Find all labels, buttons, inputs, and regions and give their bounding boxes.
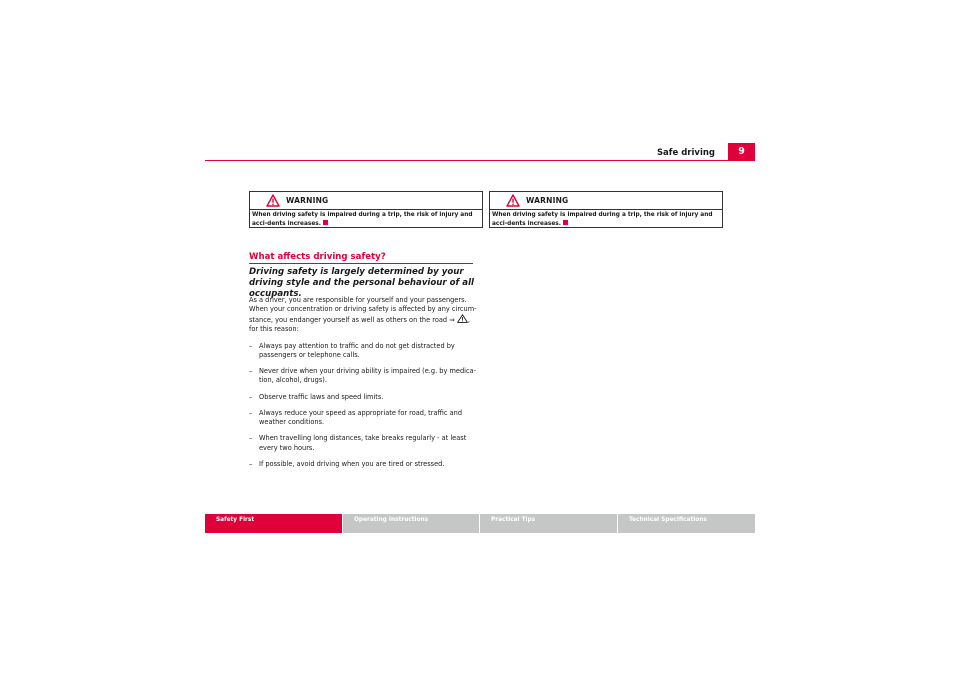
warning-triangle-reference-icon bbox=[457, 314, 468, 323]
warning-label: WARNING bbox=[286, 196, 329, 205]
end-of-section-mark bbox=[563, 220, 568, 225]
footer-tab-practical-tips[interactable]: Practical Tips bbox=[480, 514, 617, 533]
list-item: – Observe traffic laws and speed limits. bbox=[249, 392, 384, 401]
footer-tab-safety-first[interactable]: Safety First bbox=[205, 514, 342, 533]
page-number-badge: 9 bbox=[728, 143, 755, 161]
warning-label: WARNING bbox=[526, 196, 569, 205]
warning-header-bar bbox=[250, 192, 482, 210]
warning-triangle-icon bbox=[266, 194, 280, 207]
body-paragraph: As a driver, you are responsible for yourself and your passengers. When your concentration or driving safety is affected by any circum-stance, you endanger yourself as well as others on the road ⇒ , for this reason: bbox=[249, 296, 477, 334]
warning-header-bar bbox=[490, 192, 722, 210]
list-item: – Always reduce your speed as appropriate for road, traffic and weather conditions. bbox=[249, 409, 463, 427]
section-heading: What affects driving safety? bbox=[249, 252, 386, 262]
footer-tab-operating-instructions[interactable]: Operating Instructions bbox=[343, 514, 479, 533]
list-item: – Never drive when your driving ability is impaired (e.g. by medica-tion, alcohol, drugs). bbox=[249, 367, 477, 385]
section-intro: Driving safety is largely determined by your driving style and the personal behaviour of all occupants. bbox=[249, 267, 474, 299]
safety-bullet-list bbox=[249, 342, 479, 476]
warning-text: When driving safety is impaired during a trip, the risk of injury and acci-dents increases. bbox=[252, 212, 473, 227]
header-rule bbox=[205, 160, 755, 161]
list-item: – When travelling long distances, take breaks regularly - at least every two hours. bbox=[249, 434, 467, 452]
footer-tab-technical-specifications[interactable]: Technical Specifications bbox=[618, 514, 755, 533]
end-of-section-mark bbox=[323, 220, 328, 225]
heading-rule bbox=[249, 263, 473, 264]
list-item: – If possible, avoid driving when you are tired or stressed. bbox=[249, 459, 445, 468]
cross-reference-arrow: ⇒ bbox=[449, 316, 455, 325]
list-item: – Always pay attention to traffic and do not get distracted by passengers or telephone calls. bbox=[249, 342, 455, 360]
warning-triangle-icon bbox=[506, 194, 520, 207]
warning-text: When driving safety is impaired during a trip, the risk of injury and acci-dents increases. bbox=[492, 212, 713, 227]
running-header-title: Safe driving bbox=[656, 148, 715, 158]
warning-box-right bbox=[489, 191, 723, 228]
warning-box-left bbox=[249, 191, 483, 228]
